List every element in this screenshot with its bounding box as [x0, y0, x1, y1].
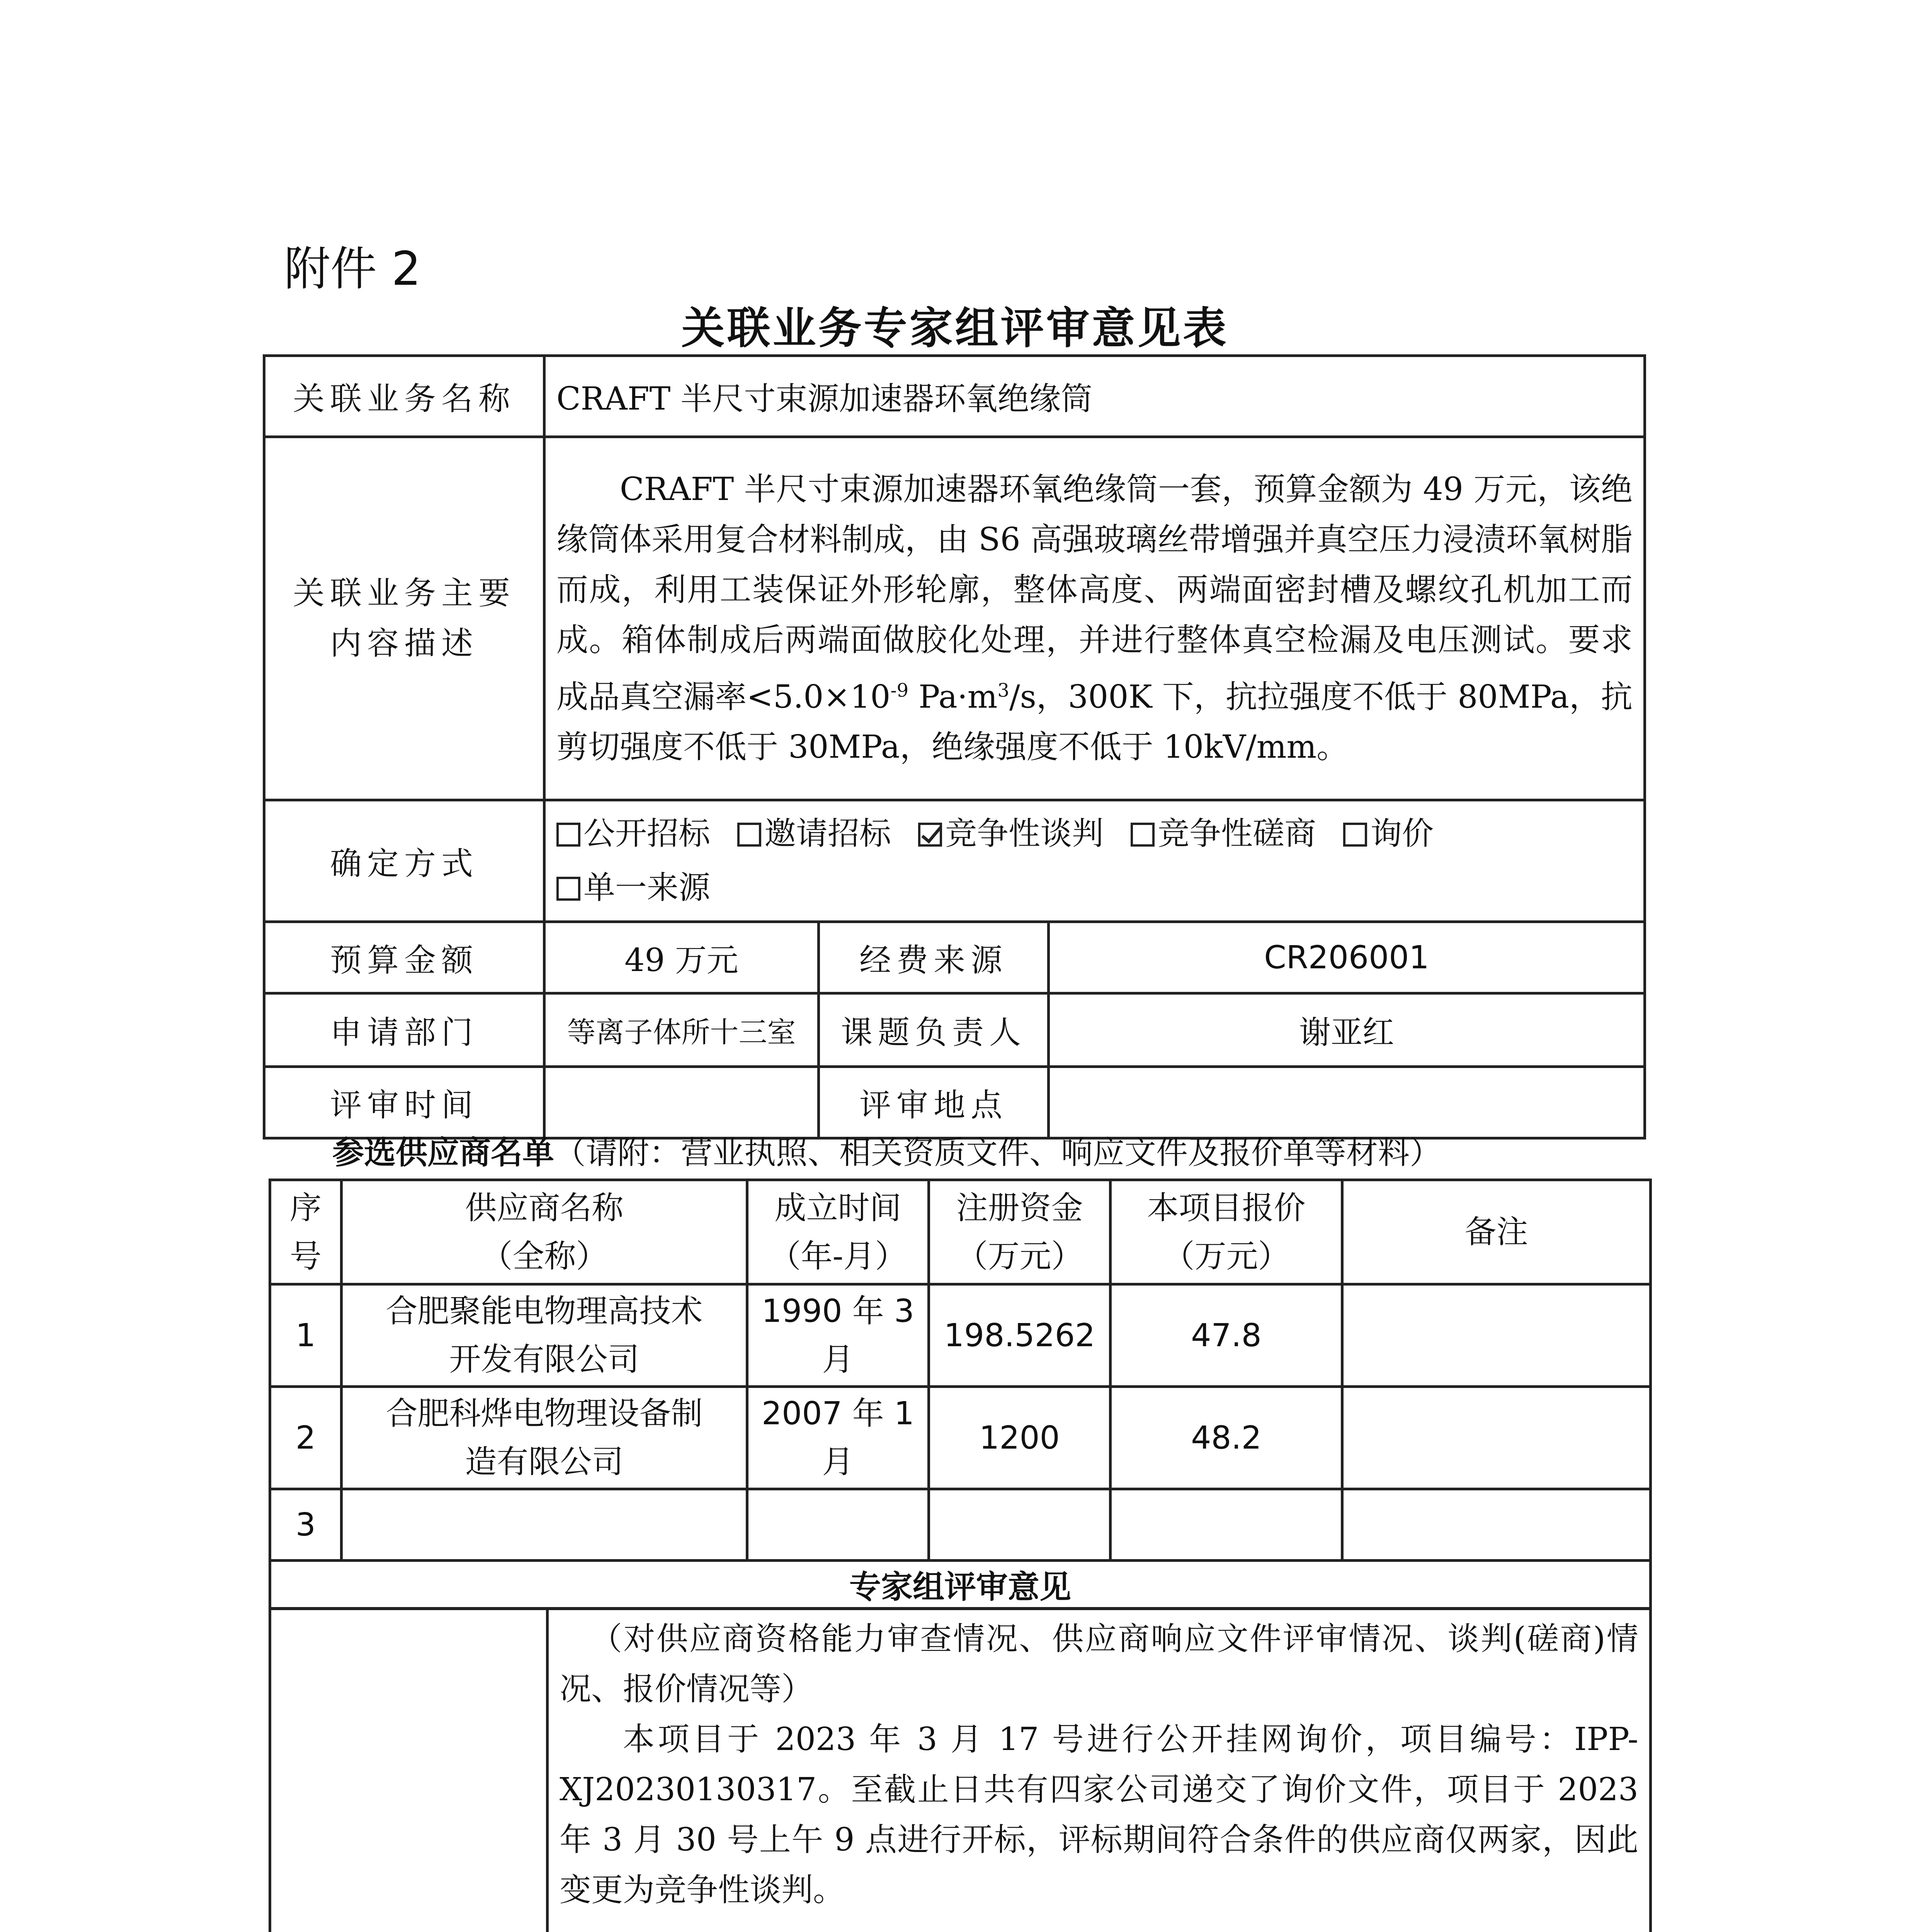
supplier-header-row [270, 1180, 1651, 1284]
row-remark [1342, 1284, 1651, 1387]
row-remark [1342, 1489, 1651, 1561]
checkbox-invited-tender[interactable] [737, 823, 761, 847]
department-row [264, 993, 1645, 1067]
header-quote-line2: （万元） [1163, 1238, 1290, 1275]
checkbox-competitive-consultation[interactable] [1131, 823, 1155, 847]
review-record-row [270, 1609, 1651, 1932]
header-quote-line1: 本项目报价 [1147, 1189, 1306, 1226]
row-quote: 48.2 [1111, 1387, 1342, 1489]
review-place-label: 评审地点 [819, 1067, 1049, 1138]
row-founded-line1: 2007 年 1 [762, 1395, 914, 1432]
method-row [264, 800, 1645, 922]
option-invited-tender-label: 邀请招标 [764, 815, 891, 852]
description-row [264, 437, 1645, 800]
method-label: 确定方式 [264, 800, 544, 922]
review-record-intro: （对供应商资格能力审查情况、供应商响应文件评审情况、谈判(磋商)情况、报价情况等） [560, 1621, 1638, 1708]
header-seq-line2: 号 [289, 1238, 321, 1275]
header-founded-line2: （年-月） [769, 1238, 907, 1275]
review-record-table [269, 1607, 1652, 1932]
row-founded-line2: 月 [822, 1341, 854, 1378]
row-seq: 2 [270, 1387, 342, 1489]
option-competitive-negotiation-label: 竞争性谈判 [945, 815, 1104, 852]
business-name-row [264, 356, 1645, 437]
row-seq: 3 [270, 1489, 342, 1561]
supplier-section-title: 参选供应商名单 [332, 1134, 554, 1171]
description-main: CRAFT 半尺寸束源加速器环氧绝缘筒一套，预算金额为 49 万元，该绝缘筒体采用复合材料制成，由 S6 高强玻璃丝带增强并真空压力浸渍环氧树脂而成，利用工装保证外形轮廓，整体高度、两端面密封槽及螺纹孔机加工而成。箱体制成后两端面做胶化处理，并进行整体真空检漏及电压测试。要求成品真空漏率<5.0×10 [556, 471, 1633, 716]
attachment-label: 附件 2 [284, 242, 421, 296]
row-founded [747, 1284, 929, 1387]
table-row [270, 1284, 1651, 1387]
budget-label: 预算金额 [264, 922, 544, 993]
row-capital [929, 1489, 1111, 1561]
option-invited-tender[interactable] [737, 815, 891, 852]
fund-source-label: 经费来源 [819, 922, 1049, 993]
description-unit: Pa·m [908, 679, 998, 716]
fund-source-value: CR206001 [1049, 922, 1645, 993]
description-exp-3: 3 [997, 679, 1010, 701]
header-seq [270, 1180, 342, 1284]
supplier-section-note: （请附：营业执照、相关资质文件、响应文件及报价单等材料） [554, 1134, 1442, 1171]
description-rest: /s，300K 下，抗拉强度不低于 80MPa，抗剪切强度不低于 30MPa，绝缘强度不低于 10kV/mm。 [556, 679, 1633, 766]
project-lead-label: 课题负责人 [819, 993, 1049, 1067]
header-name-line1: 供应商名称 [465, 1189, 624, 1226]
checkbox-public-tender[interactable] [556, 823, 580, 847]
supplier-table [269, 1179, 1652, 1610]
option-single-source-label: 单一来源 [583, 869, 711, 906]
row-founded-line1: 1990 年 3 [762, 1293, 914, 1330]
option-competitive-consultation-label: 竞争性磋商 [1158, 815, 1316, 852]
document-title: 关联业务专家组评审意见表 [681, 303, 1229, 354]
table-row [270, 1489, 1651, 1561]
info-table [263, 354, 1646, 1139]
header-remark: 备注 [1342, 1180, 1651, 1284]
checkbox-single-source[interactable] [556, 877, 580, 901]
review-record-label [270, 1609, 548, 1932]
row-name-line2: 开发有限公司 [449, 1341, 640, 1378]
review-time-label: 评审时间 [264, 1067, 544, 1138]
option-single-source[interactable] [556, 869, 710, 906]
expert-section-row [270, 1561, 1651, 1609]
row-remark [1342, 1387, 1651, 1489]
row-founded-line2: 月 [822, 1444, 854, 1480]
expert-section-title: 专家组评审意见 [270, 1561, 1651, 1609]
description-label-line2: 内容描述 [330, 625, 478, 662]
row-name [342, 1387, 747, 1489]
review-record-content [548, 1609, 1651, 1932]
header-name [342, 1180, 747, 1284]
business-name-label: 关联业务名称 [264, 356, 544, 437]
header-name-line2: （全称） [481, 1238, 608, 1275]
row-capital: 1200 [929, 1387, 1111, 1489]
header-quote [1111, 1180, 1342, 1284]
row-name [342, 1489, 747, 1561]
description-exp-minus9: -9 [890, 679, 909, 701]
row-quote: 47.8 [1111, 1284, 1342, 1387]
row-quote [1111, 1489, 1342, 1561]
row-founded [747, 1387, 929, 1489]
header-capital [929, 1180, 1111, 1284]
row-capital: 198.5262 [929, 1284, 1111, 1387]
supplier-section-header [332, 1128, 1441, 1173]
row-name [342, 1284, 747, 1387]
header-founded [747, 1180, 929, 1284]
header-founded-line1: 成立时间 [774, 1189, 901, 1226]
budget-row [264, 922, 1645, 993]
option-public-tender[interactable] [556, 815, 710, 852]
project-lead-value: 谢亚红 [1049, 993, 1645, 1067]
description-label [264, 437, 544, 800]
table-row [270, 1387, 1651, 1489]
option-competitive-negotiation[interactable] [918, 815, 1104, 852]
budget-value: 49 万元 [544, 922, 819, 993]
row-founded [747, 1489, 929, 1561]
row-name-line1: 合肥聚能电物理高技术 [386, 1293, 703, 1330]
checkbox-inquiry[interactable] [1343, 823, 1367, 847]
header-seq-line1: 序 [289, 1189, 321, 1226]
department-label: 申请部门 [264, 993, 544, 1067]
method-options [544, 800, 1645, 922]
option-competitive-consultation[interactable] [1131, 815, 1316, 852]
description-text [544, 437, 1645, 800]
option-public-tender-label: 公开招标 [583, 815, 711, 852]
row-name-line1: 合肥科烨电物理设备制 [386, 1395, 703, 1432]
department-value: 等离子体所十三室 [544, 993, 819, 1067]
header-capital-line2: （万元） [956, 1238, 1083, 1275]
description-label-line1: 关联业务主要 [293, 575, 515, 612]
checkbox-competitive-negotiation[interactable] [918, 823, 942, 847]
row-name-line2: 造有限公司 [465, 1444, 624, 1480]
review-record-text: 本项目于 2023 年 3 月 17 号进行公开挂网询价，项目编号：IPP-XJ20230130317。至截止日共有四家公司递交了询价文件，项目于 2023 年 3 月 30 号上午 9 点进行开标，评标期间符合条件的供应商仅两家，因此变更为竞争性谈判。 [560, 1721, 1638, 1908]
header-capital-line1: 注册资金 [956, 1189, 1083, 1226]
row-seq: 1 [270, 1284, 342, 1387]
option-inquiry[interactable] [1343, 815, 1434, 852]
option-inquiry-label: 询价 [1370, 815, 1434, 852]
business-name-value: CRAFT 半尺寸束源加速器环氧绝缘筒 [544, 356, 1645, 437]
